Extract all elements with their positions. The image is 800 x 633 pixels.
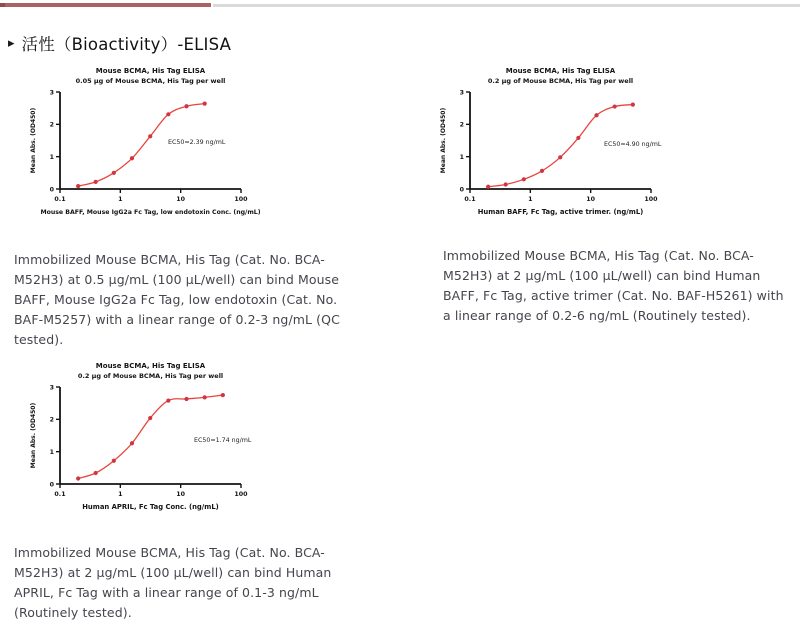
svg-text:1: 1 <box>118 491 123 498</box>
svg-text:0: 0 <box>49 481 54 489</box>
svg-text:0.1: 0.1 <box>54 491 66 498</box>
svg-text:2: 2 <box>49 416 54 424</box>
svg-text:0.2 μg of Mouse BCMA, His Tag: 0.2 μg of Mouse BCMA, His Tag per well <box>77 372 224 380</box>
svg-text:10: 10 <box>176 491 186 498</box>
svg-text:1: 1 <box>49 448 54 456</box>
svg-text:Mean Abs. (OD450): Mean Abs. (OD450) <box>30 107 37 174</box>
svg-text:0.2 μg of Mouse BCMA, His Tag: 0.2 μg of Mouse BCMA, His Tag per well <box>487 77 634 85</box>
svg-text:Human BAFF, Fc Tag, active tri: Human BAFF, Fc Tag, active trimer. (ng/mL) <box>477 208 644 216</box>
section-title: 活性（Bioactivity）-ELISA <box>21 35 232 54</box>
svg-text:2: 2 <box>49 121 54 129</box>
svg-text:Mouse BCMA, His Tag ELISA: Mouse BCMA, His Tag ELISA <box>95 362 206 370</box>
svg-text:10: 10 <box>176 196 186 203</box>
svg-text:EC50=1.74 ng/mL: EC50=1.74 ng/mL <box>194 437 252 444</box>
svg-text:EC50=4.90 ng/mL: EC50=4.90 ng/mL <box>604 141 662 148</box>
elisa-chart-human-april <box>28 357 278 519</box>
accent-bar-cap <box>0 3 5 7</box>
svg-text:1: 1 <box>49 153 54 161</box>
section-header-toggle[interactable] <box>8 31 231 55</box>
svg-text:100: 100 <box>644 196 658 203</box>
svg-text:0: 0 <box>49 186 54 194</box>
svg-text:Mouse BCMA, His Tag ELISA: Mouse BCMA, His Tag ELISA <box>95 67 206 75</box>
svg-text:1: 1 <box>118 196 123 203</box>
svg-text:1: 1 <box>459 153 464 161</box>
svg-text:EC50=2.39 ng/mL: EC50=2.39 ng/mL <box>168 139 226 146</box>
svg-text:0: 0 <box>459 186 464 194</box>
svg-text:3: 3 <box>49 89 54 97</box>
svg-text:Human APRIL, Fc Tag Conc. (ng/: Human APRIL, Fc Tag Conc. (ng/mL) <box>82 503 219 511</box>
svg-text:0.05 μg of Mouse BCMA, His Tag: 0.05 μg of Mouse BCMA, His Tag per well <box>75 77 226 85</box>
accent-bar-gray <box>213 4 800 7</box>
svg-text:Mouse BCMA, His Tag ELISA: Mouse BCMA, His Tag ELISA <box>505 67 616 75</box>
svg-text:0.1: 0.1 <box>464 196 476 203</box>
chart-description-mouse-baff: Immobilized Mouse BCMA, His Tag (Cat. No. BCA-M52H3) at 0.5 μg/mL (100 μL/well) can bind Mouse BAFF, Mouse IgG2a Fc Tag, low endotoxin (Cat. No. BAF-M5257) with a linear range of 0.2-3 ng/mL (QC tested). <box>14 252 340 347</box>
svg-text:2: 2 <box>459 121 464 129</box>
svg-text:Mean Abs. (OD450): Mean Abs. (OD450) <box>440 107 447 174</box>
svg-text:100: 100 <box>234 491 248 498</box>
svg-text:0.1: 0.1 <box>54 196 66 203</box>
svg-text:10: 10 <box>586 196 596 203</box>
elisa-chart-human-baff <box>438 62 688 224</box>
collapse-triangle-icon: ▸ <box>8 35 15 51</box>
accent-bar-red <box>0 3 211 7</box>
svg-text:1: 1 <box>528 196 533 203</box>
elisa-chart-mouse-baff <box>28 62 278 224</box>
svg-text:Mouse BAFF, Mouse IgG2a Fc Tag: Mouse BAFF, Mouse IgG2a Fc Tag, low endotoxin Conc. (ng/mL) <box>40 209 261 216</box>
svg-text:3: 3 <box>49 384 54 392</box>
svg-text:3: 3 <box>459 89 464 97</box>
chart-description-human-baff: Immobilized Mouse BCMA, His Tag (Cat. No. BCA-M52H3) at 2 μg/mL (100 μL/well) can bind Human BAFF, Fc Tag, active trimer (Cat. No. BAF-H5261) with a linear range of 0.2-6 ng/mL (Routinely tested). <box>443 248 784 323</box>
svg-text:100: 100 <box>234 196 248 203</box>
svg-text:Mean Abs. (OD450): Mean Abs. (OD450) <box>30 402 37 469</box>
chart-description-human-april: Immobilized Mouse BCMA, His Tag (Cat. No. BCA-M52H3) at 2 μg/mL (100 μL/well) can bind Human APRIL, Fc Tag with a linear range of 0.1-3 ng/mL (Routinely tested). <box>14 545 332 620</box>
